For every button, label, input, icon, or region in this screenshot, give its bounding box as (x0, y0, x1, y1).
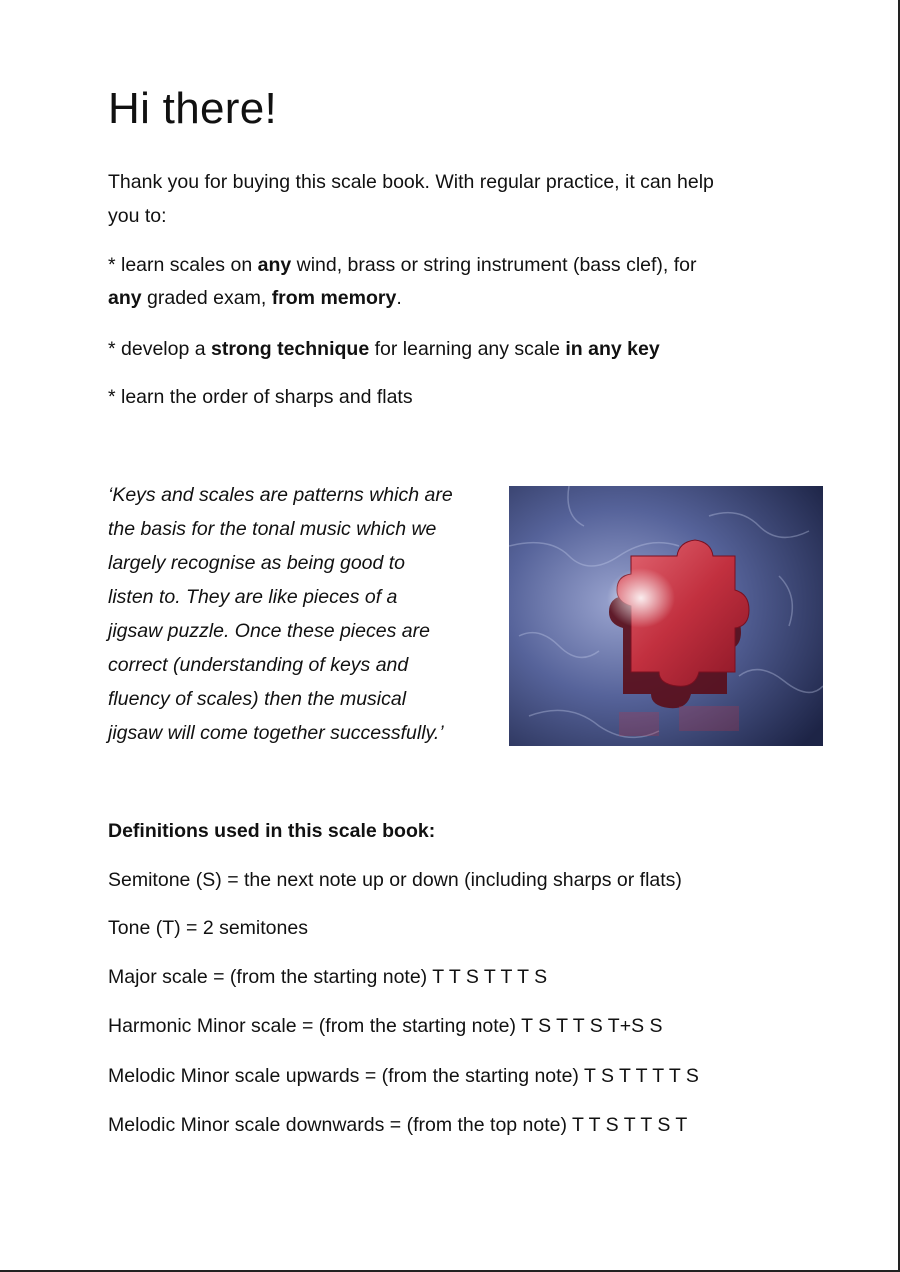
quote-line: the basis for the tonal music which we (108, 518, 437, 540)
bullet-item: * develop a strong technique for learning any scale in any key (108, 338, 660, 360)
bullet-item: * learn scales on any wind, brass or string instrument (bass clef), for any graded exam, from memory. (108, 254, 697, 309)
quote-block (108, 478, 508, 750)
intro-line: you to: (108, 205, 167, 227)
quote-line: ‘Keys and scales are patterns which are (108, 484, 453, 506)
quote-line: largely recognise as being good to (108, 552, 406, 574)
definition-item: Semitone (S) = the next note up or down (including sharps or flats) (108, 869, 682, 891)
jigsaw-puzzle-image (509, 486, 823, 746)
quote-line: correct (understanding of keys and (108, 654, 409, 676)
definition-item: Harmonic Minor scale = (from the starting note) T S T T S T+S S (108, 1015, 663, 1037)
definitions-title: Definitions used in this scale book: (108, 820, 436, 842)
page-title: Hi there! (108, 84, 277, 133)
intro-line: Thank you for buying this scale book. With regular practice, it can help (108, 171, 714, 193)
quote-line: listen to. They are like pieces of a (108, 586, 398, 608)
quote-line: fluency of scales) then the musical (108, 688, 407, 710)
definition-item: Major scale = (from the starting note) T T S T T T S (108, 966, 548, 988)
light-glare (607, 568, 675, 628)
definition-item: Melodic Minor scale downwards = (from the top note) T T S T T S T (108, 1114, 688, 1136)
definition-item: Tone (T) = 2 semitones (108, 917, 308, 939)
quote-line: jigsaw puzzle. Once these pieces are (108, 620, 430, 642)
bullet-item: * learn the order of sharps and flats (108, 386, 413, 408)
quote-line: jigsaw will come together successfully.’ (108, 722, 444, 744)
definition-item: Melodic Minor scale upwards = (from the starting note) T S T T T T S (108, 1065, 699, 1087)
